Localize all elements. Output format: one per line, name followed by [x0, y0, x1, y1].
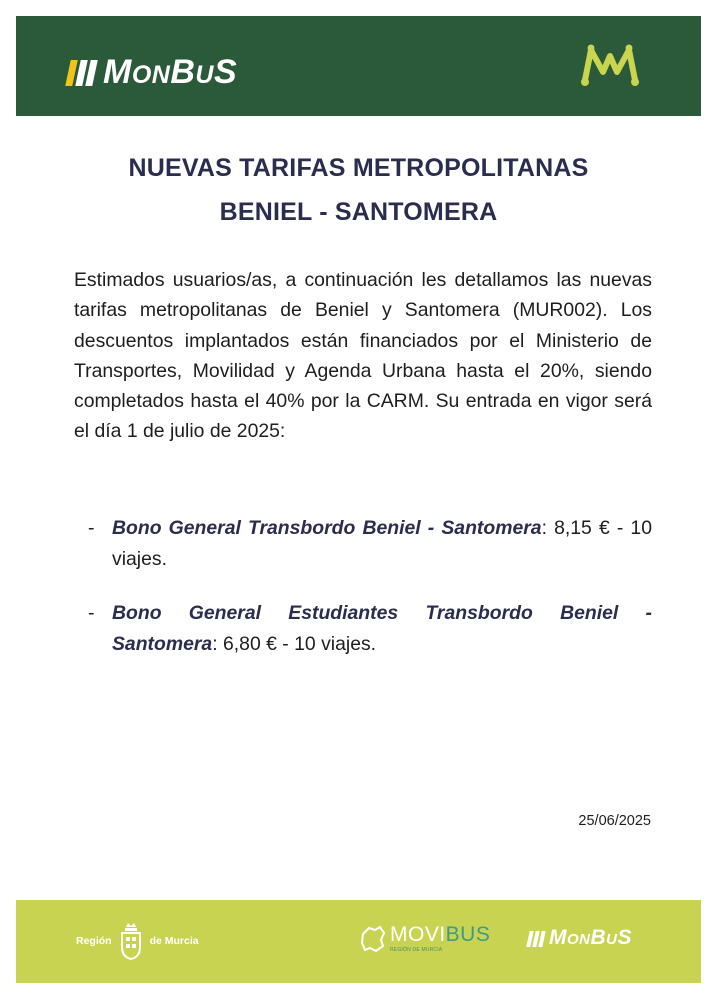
movibus-wordmark-left: MOVI [390, 923, 446, 946]
fare-item [88, 598, 652, 659]
coat-of-arms-icon [118, 921, 144, 961]
monbus-footer-wordmark: MONBUS [549, 926, 633, 949]
region-label-murcia: de Murcia [149, 935, 199, 947]
metropolitan-m-icon [577, 42, 643, 88]
movibus-logo [360, 914, 490, 964]
fare-item [88, 513, 652, 574]
fare-name: Bono General Transbordo Beniel - Santomera [112, 517, 542, 539]
header-banner [16, 16, 701, 116]
movibus-subtitle: REGIÓN DE MURCIA [390, 947, 443, 953]
monbus-wordmark: MONBUS [103, 52, 238, 91]
region-murcia-logo [76, 912, 199, 970]
fare-detail: : 8,15 € - 10 viajes. [112, 517, 652, 570]
bullet-dash: - [88, 602, 95, 624]
monbus-footer-logo [528, 927, 632, 951]
movibus-map-icon [360, 924, 386, 954]
fare-name: Bono General Estudiantes Transbordo Beniel - Santomera [112, 602, 652, 655]
footer-banner [16, 900, 701, 983]
movibus-wordmark-right: BUS [445, 923, 491, 946]
bullet-dash: - [88, 517, 95, 539]
page-title-line1: NUEVAS TARIFAS METROPOLITANAS [128, 154, 589, 182]
page-title-line2: BENIEL - SANTOMERA [219, 198, 498, 226]
publication-date: 25/06/2025 [578, 813, 651, 829]
logo-stripes-icon [68, 60, 95, 86]
region-label: Región [76, 935, 112, 947]
logo-stripes-icon [528, 931, 544, 947]
intro-paragraph: Estimados usuarios/as, a continuación les detallamos las nuevas tarifas metropolitanas de Beniel y Santomera (MUR002). Los descuentos implantados están financiados por el Ministerio de Transportes, Movilidad y Agenda Urbana hasta el 20%, siendo completados hasta el 40% por la CARM. Su entrada en vigor será el día 1 de julio de 2025: [74, 269, 652, 443]
monbus-logo [68, 52, 238, 91]
fare-detail: : 6,80 € - 10 viajes. [212, 632, 377, 655]
